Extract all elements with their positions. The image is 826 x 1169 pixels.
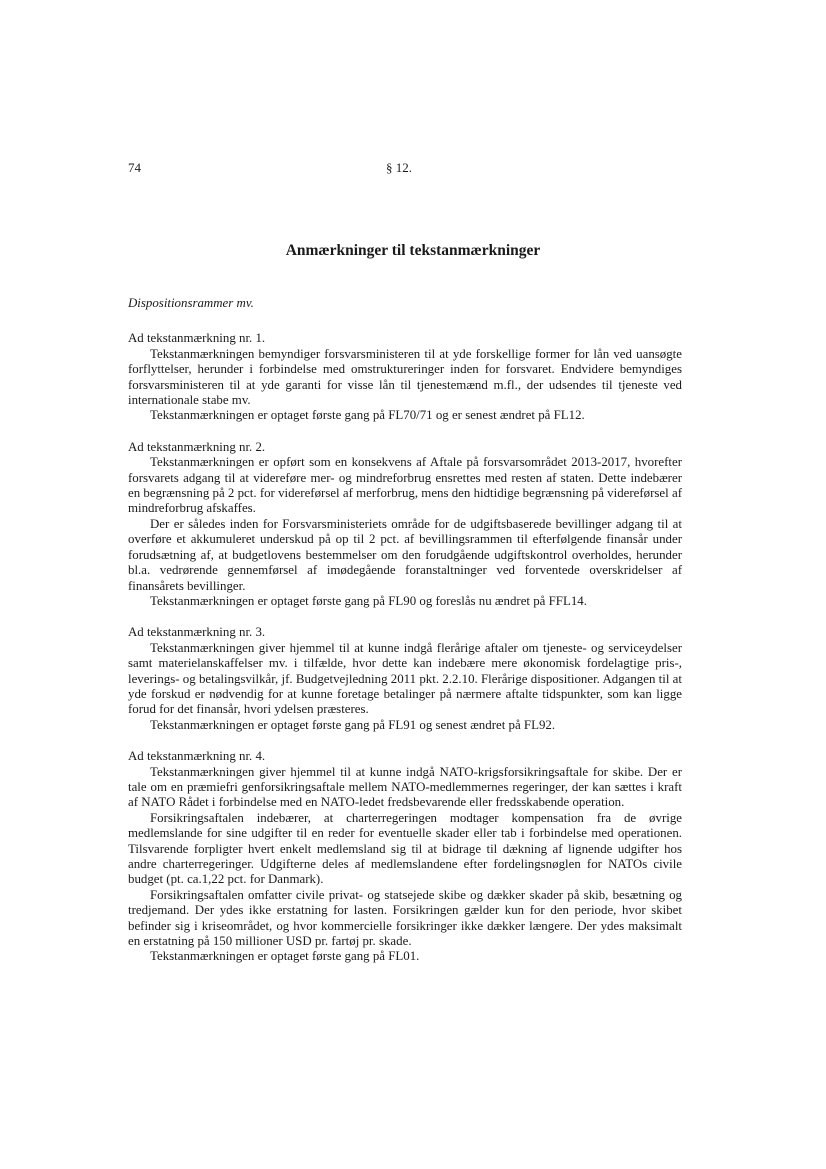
paragraph: Tekstanmærkningen er optaget første gang på FL70/71 og er senest ændret på FL12. — [150, 408, 585, 423]
paragraph: Tekstanmærkningen giver hjemmel til at kunne indgå NATO-krigsforsikringsaftale for skibe. Der er tale om en præmiefri genforsikringsaftale mellem NATO-medlemmernes regeringer, der kan sættes i kraft af NATO Rådet i forbindelse med en NATO-ledet fredsbevarende eller fredsskabende operation. — [128, 764, 682, 810]
paragraph: Tekstanmærkningen er opført som en konsekvens af Aftale på forsvarsområdet 2013-2017, hvorefter forsvarets adgang til at videreføre mer- og mindreforbrug ensrettes med resten af staten. Dette indebærer en begrænsning på 2 pct. for videreførsel af merforbrug, mens den hidtidige begrænsning på videreførsel af mindreforbrug afskaffes. — [128, 455, 682, 516]
paragraph: Forsikringsaftalen indebærer, at charterregeringen modtager kompensation fra de øvrige medlemslande for sine udgifter til en reder for eventuelle skader eller tab i forbindelse med operationen. Tilsvarende forpligter hvert enkelt medlemsland sig til at bidrage til dækning af lignende udgifter hos andre charterregeringer. Udgifterne deles af medlemslandene efter fordelingsnøglen for NATOs civile budget (pt. ca.1,22 pct. for Danmark). — [128, 810, 682, 887]
remark-4 — [128, 749, 682, 965]
paragraph: Forsikringsaftalen omfatter civile privat- og statsejede skibe og dækker skader på skib, besætning og tredjemand. Der ydes ikke erstatning for lasten. Forsikringen gælder kun for den periode, hvor skibet befinder sig i kriseområdet, og hvor kommercielle forsikringer ikke dækker længere. Der ydes maksimalt en erstatning på 150 millioner USD pr. fartøj pr. skade. — [128, 887, 682, 949]
remark-2 — [128, 440, 682, 609]
remark-3 — [128, 625, 682, 733]
paragraph: Tekstanmærkningen er optaget første gang på FL01. — [150, 949, 420, 964]
page-number: 74 — [128, 160, 141, 175]
remark-heading: Ad tekstanmærkning nr. 3. — [128, 625, 266, 640]
paragraph: Tekstanmærkningen er optaget første gang på FL91 og senest ændret på FL92. — [150, 717, 556, 732]
paragraph: Tekstanmærkningen giver hjemmel til at kunne indgå flerårige aftaler om tjeneste- og serviceydelser samt materielanskaffelser mv. i tilfælde, hvor dette kan indebære mere økonomisk fordelagtige pris-, leverings- og betalingsvilkår, jf. Budgetvejledning 2011 pkt. 2.2.10. Flerårige dispositioner. Adgangen til at yde forskud er nødvendig for at kunne foretage betalinger på nærmere aftalte tidspunkter, som kan ligge forud for det finansår, hvori ydelsen præsteres. — [128, 640, 682, 717]
paragraph: Tekstanmærkningen er optaget første gang på FL90 og foreslås nu ændret på FFL14. — [150, 593, 587, 608]
remark-1 — [128, 331, 682, 423]
section-subheading: Dispositionsrammer mv. — [128, 296, 254, 310]
section-number: § 12. — [386, 160, 412, 175]
remark-heading: Ad tekstanmærkning nr. 4. — [128, 749, 266, 764]
remark-heading: Ad tekstanmærkning nr. 1. — [128, 331, 266, 346]
document-body — [128, 296, 682, 981]
page-title: Anmærkninger til tekstanmærkninger — [285, 242, 541, 259]
paragraph: Der er således inden for Forsvarsministeriets område for de udgiftsbaserede bevillinger adgang til at overføre et akkumuleret underskud på op til 2 pct. af bevillingsrammen til efterfølgende finansår under forudsætning af, at budgetlovens bestemmelser om den forudgående udgiftskontrol overholdes, herunder bl.a. vedrørende gennemførsel af imødegående foranstaltninger ved forventede overskridelser af finansårets bevillinger. — [128, 516, 682, 593]
paragraph: Tekstanmærkningen bemyndiger forsvarsministeren til at yde forskellige former for lån ved uansøgte forflyttelser, herunder i forbindelse med omstruktureringer inden for forsvaret. Endvidere bemyndiges forsvarsministeren til at yde garanti for visse lån til tjenestemænd m.fl., der udsendes til tjeneste ved internationale stabe mv. — [128, 346, 682, 408]
remark-heading: Ad tekstanmærkning nr. 2. — [128, 439, 266, 454]
